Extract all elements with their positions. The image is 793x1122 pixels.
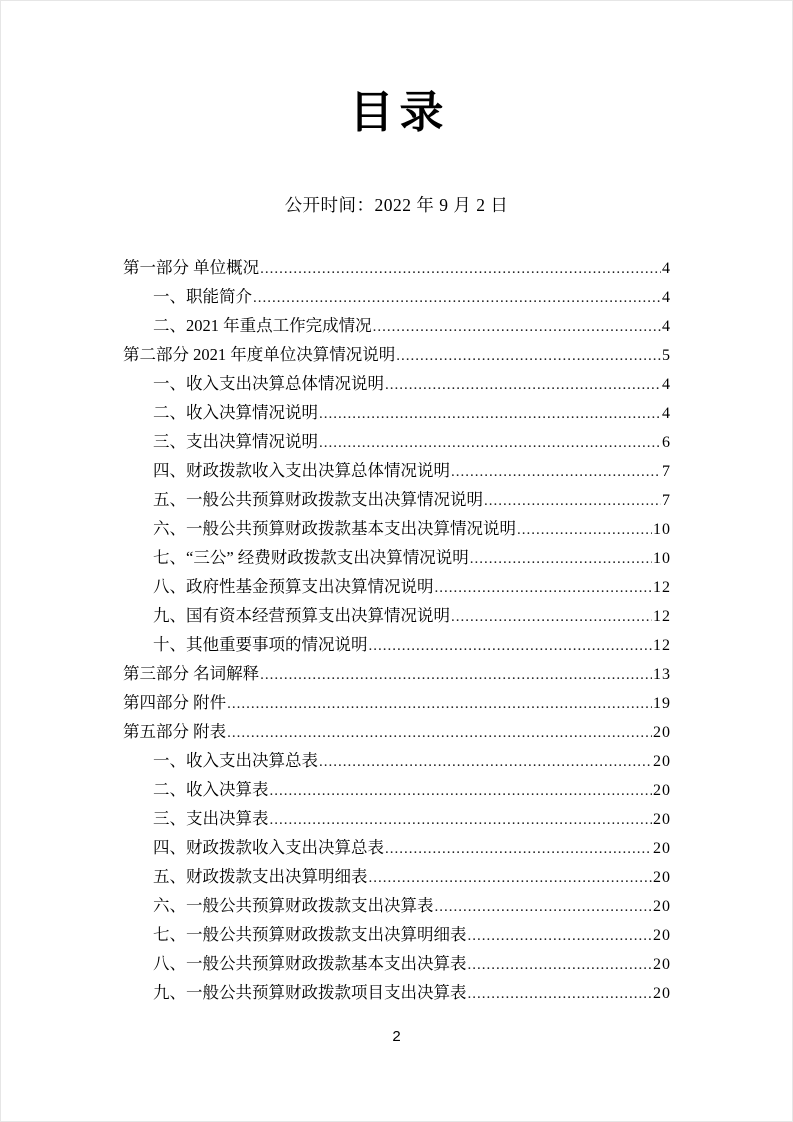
toc-dot-leader	[227, 717, 652, 748]
toc-entry-label: 第一部分 单位概况	[123, 258, 260, 277]
toc-entry-page: 12	[653, 608, 671, 625]
toc-entry-page: 20	[653, 782, 671, 799]
toc-entry[interactable]	[123, 282, 671, 311]
toc-dot-leader	[385, 833, 652, 864]
toc-entry-label: 八、一般公共预算财政拨款基本支出决算表	[153, 954, 467, 973]
toc-dot-leader	[319, 746, 652, 777]
toc-entry-label: 八、政府性基金预算支出决算情况说明	[153, 577, 434, 596]
toc-dot-leader	[319, 398, 661, 429]
toc-dot-leader	[260, 659, 652, 690]
toc-entry-label: 六、一般公共预算财政拨款支出决算表	[153, 896, 434, 915]
toc-entry-label: 五、一般公共预算财政拨款支出决算情况说明	[153, 490, 483, 509]
toc-entry[interactable]	[123, 804, 671, 833]
toc-dot-leader	[517, 514, 652, 545]
toc-entry-label: 二、收入决算表	[153, 780, 269, 799]
toc-entry[interactable]	[123, 427, 671, 456]
toc-dot-leader	[396, 340, 661, 371]
toc-entry-label: 一、收入支出决算总表	[153, 751, 318, 770]
toc-entry-page: 19	[653, 695, 671, 712]
page-title: 目录	[349, 88, 450, 137]
toc-entry-label: 五、财政拨款支出决算明细表	[153, 867, 368, 886]
toc-entry-page: 7	[662, 463, 671, 480]
toc-dot-leader	[253, 282, 661, 313]
toc-entry[interactable]	[123, 920, 671, 949]
toc-entry[interactable]	[123, 253, 671, 282]
toc-entry-label: 第三部分 名词解释	[123, 664, 260, 683]
toc-entry[interactable]	[123, 949, 671, 978]
toc-entry-page: 20	[653, 927, 671, 944]
toc-entry-page: 5	[662, 347, 671, 364]
toc-dot-leader	[468, 978, 653, 1009]
toc-entry[interactable]	[123, 572, 671, 601]
page-number: 2	[392, 1028, 401, 1045]
toc-entry-label: 四、财政拨款收入支出决算总体情况说明	[153, 461, 450, 480]
toc-entry-page: 4	[662, 260, 671, 277]
publish-date: 公开时间：2022 年 9 月 2 日	[284, 195, 509, 215]
toc-entry[interactable]	[123, 514, 671, 543]
toc-entry-page: 7	[662, 492, 671, 509]
toc-dot-leader	[319, 427, 661, 458]
toc-entry-page: 20	[653, 985, 671, 1002]
toc-dot-leader	[451, 456, 661, 487]
toc-entry-label: 九、一般公共预算财政拨款项目支出决算表	[153, 983, 467, 1002]
toc-entry[interactable]	[123, 311, 671, 340]
toc-entry[interactable]	[123, 456, 671, 485]
toc-entry-label: 十、其他重要事项的情况说明	[153, 635, 368, 654]
toc-dot-leader	[270, 775, 653, 806]
toc-entry-page: 20	[653, 811, 671, 828]
toc-entry-page: 4	[662, 289, 671, 306]
toc-dot-leader	[373, 311, 661, 342]
toc-entry[interactable]	[123, 978, 671, 1007]
toc-entry-label: 九、国有资本经营预算支出决算情况说明	[153, 606, 450, 625]
toc-entry-page: 4	[662, 318, 671, 335]
toc-dot-leader	[435, 572, 653, 603]
toc-entry[interactable]	[123, 398, 671, 427]
toc-entry[interactable]	[123, 369, 671, 398]
toc-entry[interactable]	[123, 485, 671, 514]
toc-dot-leader	[468, 949, 653, 980]
toc-entry[interactable]	[123, 717, 671, 746]
toc-entry-label: 一、职能简介	[153, 287, 252, 306]
toc-entry-label: 六、一般公共预算财政拨款基本支出决算情况说明	[153, 519, 516, 538]
toc-dot-leader	[435, 891, 653, 922]
toc-entry[interactable]	[123, 746, 671, 775]
toc-entry-label: 七、一般公共预算财政拨款支出决算明细表	[153, 925, 467, 944]
toc-entry[interactable]	[123, 688, 671, 717]
toc-dot-leader	[484, 485, 661, 516]
toc-entry-page: 20	[653, 840, 671, 857]
toc-entry[interactable]	[123, 630, 671, 659]
toc-list	[1, 253, 792, 1007]
toc-entry-label: 四、财政拨款收入支出决算总表	[153, 838, 384, 857]
toc-entry-label: 第五部分 附表	[123, 722, 227, 741]
toc-entry-page: 20	[653, 724, 671, 741]
toc-dot-leader	[260, 253, 661, 284]
toc-entry-label: 一、收入支出决算总体情况说明	[153, 374, 384, 393]
toc-dot-leader	[227, 688, 652, 719]
toc-dot-leader	[369, 862, 653, 893]
toc-entry-label: 二、收入决算情况说明	[153, 403, 318, 422]
toc-entry-page: 10	[653, 521, 671, 538]
toc-dot-leader	[451, 601, 652, 632]
toc-entry[interactable]	[123, 775, 671, 804]
toc-entry-page: 4	[662, 405, 671, 422]
toc-entry-page: 20	[653, 753, 671, 770]
toc-entry-page: 13	[653, 666, 671, 683]
toc-dot-leader	[470, 543, 652, 574]
toc-entry[interactable]	[123, 659, 671, 688]
toc-entry-label: 三、支出决算表	[153, 809, 269, 828]
toc-entry-label: 二、2021 年重点工作完成情况	[153, 316, 372, 335]
toc-entry-label: 第二部分 2021 年度单位决算情况说明	[123, 345, 396, 364]
toc-entry-page: 10	[653, 550, 671, 567]
toc-entry-page: 12	[653, 579, 671, 596]
toc-entry-label: 三、支出决算情况说明	[153, 432, 318, 451]
toc-entry-label: 第四部分 附件	[123, 693, 227, 712]
toc-dot-leader	[270, 804, 653, 835]
toc-entry-page: 20	[653, 956, 671, 973]
toc-entry-page: 6	[662, 434, 671, 451]
toc-dot-leader	[385, 369, 661, 400]
toc-dot-leader	[468, 920, 653, 951]
toc-entry[interactable]	[123, 601, 671, 630]
toc-entry[interactable]	[123, 543, 671, 572]
toc-entry[interactable]	[123, 862, 671, 891]
toc-entry-page: 20	[653, 898, 671, 915]
toc-entry[interactable]	[123, 340, 671, 369]
toc-entry-page: 4	[662, 376, 671, 393]
toc-entry-page: 12	[653, 637, 671, 654]
toc-entry-label: 七、“三公” 经费财政拨款支出决算情况说明	[153, 548, 469, 567]
toc-dot-leader	[369, 630, 653, 661]
toc-entry-page: 20	[653, 869, 671, 886]
toc-entry[interactable]	[123, 833, 671, 862]
toc-entry[interactable]	[123, 891, 671, 920]
